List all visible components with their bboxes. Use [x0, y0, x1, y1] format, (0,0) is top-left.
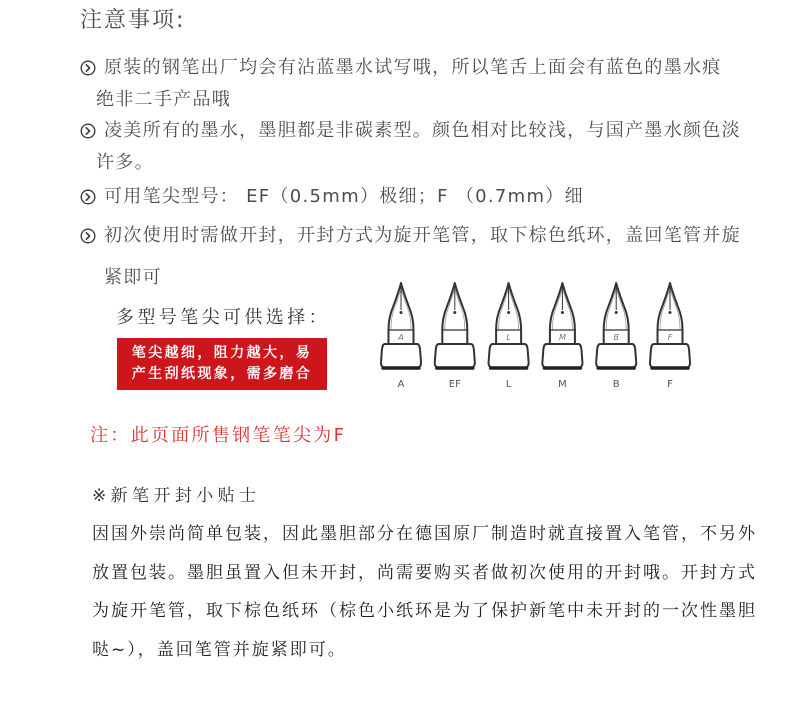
nib-label: F	[667, 379, 673, 390]
notice-item-text: 凌美所有的墨水，墨胆都是非碳素型。颜色相对比较浅，与国产墨水颜色淡	[104, 120, 741, 141]
nib-label: L	[505, 379, 512, 390]
nib-mark: F	[667, 333, 673, 342]
nib-mark: L	[506, 333, 511, 342]
circle-chevron-right-icon	[80, 123, 96, 139]
nib-label: EF	[448, 379, 461, 390]
nib-illustration	[435, 283, 475, 390]
nib-illustration	[542, 283, 582, 390]
nib-breather-hole	[561, 311, 564, 314]
nib-breather-hole	[507, 311, 510, 314]
circle-chevron-right-icon	[80, 60, 96, 76]
nib-row	[370, 278, 700, 393]
nib-mark: B	[613, 333, 619, 342]
nib-warning-text: 笔尖越细，阻力越大，易	[131, 345, 313, 361]
nib-grip	[596, 344, 636, 368]
notice-item-text: 紧即可	[104, 267, 162, 288]
page-title: 注意事项:	[80, 8, 186, 33]
nib-label: A	[397, 379, 405, 390]
nib-mark: A	[398, 333, 404, 342]
nib-mark: M	[558, 333, 566, 342]
nib-warning-box	[117, 338, 327, 390]
nib-warning-text: 产生刮纸现象，需多磨合	[131, 366, 313, 382]
tips-line: 哒~），盖回笔管并旋紧即可。	[92, 640, 347, 660]
tips-line: 放置包装。墨胆虽置入但未开封，尚需要购买者做初次使用的开封哦。开封方式	[92, 563, 757, 583]
notice-item-text: 绝非二手产品哦	[96, 89, 232, 110]
nib-grip	[435, 344, 475, 368]
nib-grip	[381, 344, 421, 368]
nib-illustration	[596, 283, 636, 390]
nib-grip	[542, 344, 582, 368]
nib-label: M	[558, 379, 567, 390]
nib-options-heading: 多型号笔尖可供选择：	[116, 307, 330, 328]
tips-line: 因国外崇尚简单包装，因此墨胆部分在德国原厂制造时就直接置入笔管，不另外	[92, 524, 757, 544]
nib-illustration	[489, 283, 529, 390]
notice-item-text: 原装的钢笔出厂均会有沾蓝墨水试写哦，所以笔舌上面会有蓝色的墨水痕	[104, 57, 722, 78]
nib-grip	[489, 344, 529, 368]
nib-grip	[650, 344, 690, 368]
nib-illustration	[381, 283, 421, 390]
circle-chevron-right-icon	[80, 228, 96, 244]
notice-item-text: 可用笔尖型号： EF（0.5mm）极细；F （0.7mm）细	[104, 186, 584, 207]
nib-breather-hole	[615, 311, 618, 314]
nib-note: 注：此页面所售钢笔笔尖为F	[90, 425, 347, 446]
notice-item-text: 许多。	[96, 152, 154, 173]
nib-breather-hole	[400, 311, 403, 314]
circle-chevron-right-icon	[80, 189, 96, 205]
nib-label: B	[612, 379, 620, 390]
nib-breather-hole	[453, 311, 456, 314]
tips-title: ※新笔开封小贴士	[92, 486, 261, 506]
nib-breather-hole	[669, 311, 672, 314]
notice-item-text: 初次使用时需做开封，开封方式为旋开笔管，取下棕色纸环，盖回笔管并旋	[104, 225, 741, 246]
tips-line: 为旋开笔管，取下棕色纸环（棕色小纸环是为了保护新笔中未开封的一次性墨胆	[92, 601, 757, 621]
nib-illustration	[650, 283, 690, 390]
